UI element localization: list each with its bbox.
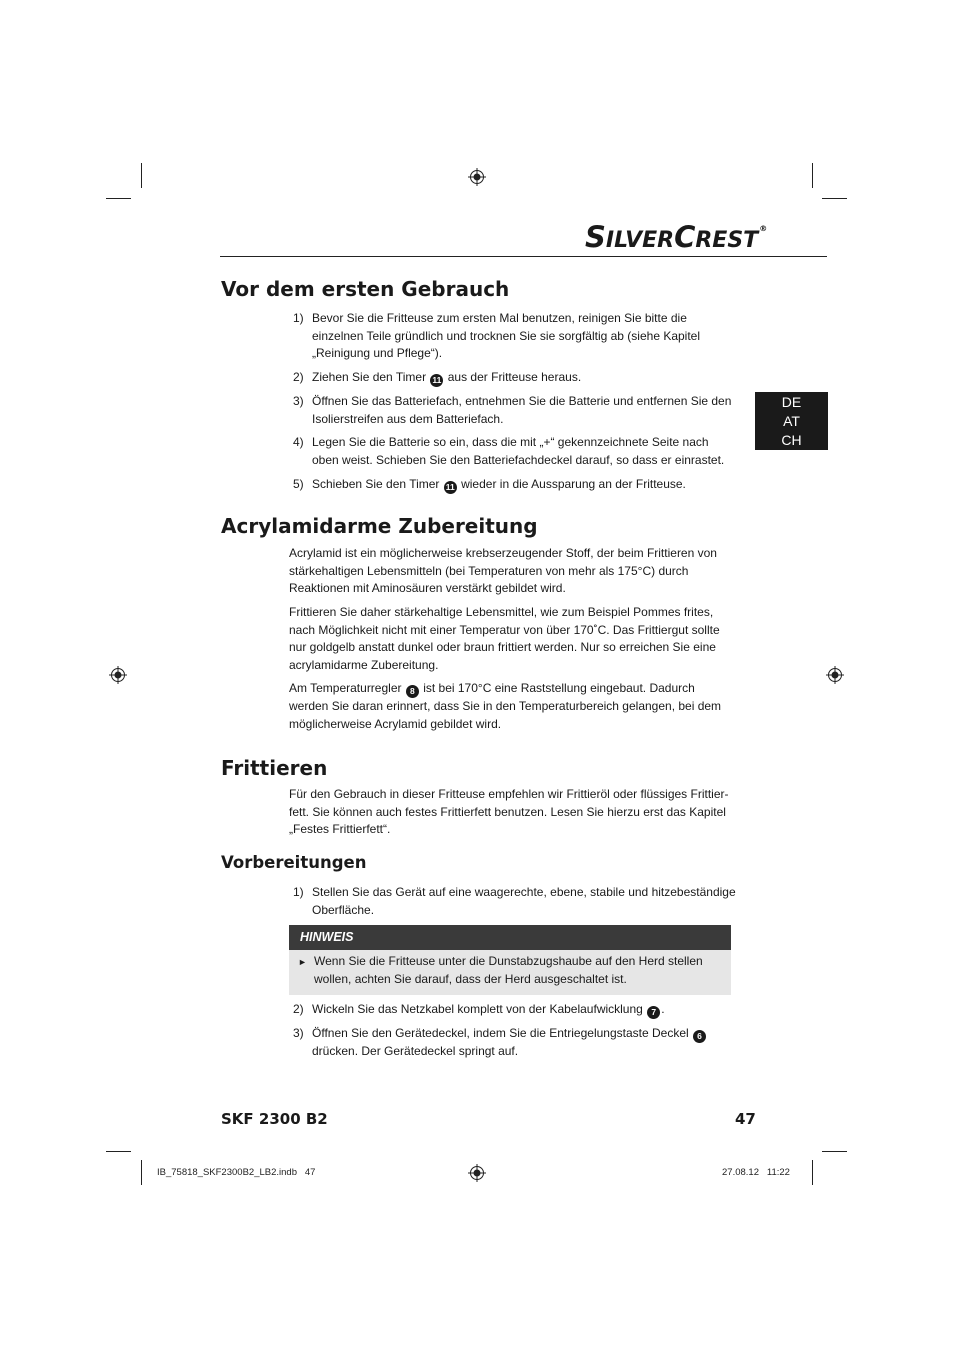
crop-mark	[822, 198, 847, 199]
crop-mark	[812, 1160, 813, 1185]
header-rule	[220, 256, 827, 257]
registration-mark-icon	[468, 1164, 486, 1182]
paragraph: Am Temperaturregler 8 ist bei 170°C eine Raststellung eingebaut. Dadurch werden Sie daran erinnert, dass Sie in den Temperaturbereich gelangen, bei dem möglicherweise Acrylamid gebildet wird.	[289, 681, 722, 731]
paragraph: Acrylamid ist ein möglicherweise krebserzeugender Stoff, der beim Frittieren von stärkehaltigen Lebensmitteln (bei Temperaturen von mehr als 175°C) durch Reaktionen mit Aminosäuren verstärkt gebildet wird.	[289, 546, 717, 595]
step-item: 1) Stellen Sie das Gerät auf eine waagerechte, ebene, stabile und hitzebeständige Oberfläche.	[293, 885, 736, 917]
language-at: AT	[783, 413, 800, 429]
registration-mark-icon	[468, 168, 486, 186]
note-body: ► Wenn Sie die Fritteuse unter die Dunstabzugshaube auf den Herd stellen wollen, achten Sie darauf, dass der Herd ausgeschaltet ist.	[289, 950, 731, 995]
step-item: 4) Legen Sie die Batterie so ein, dass die mit „+“ gekennzeichnete Seite nach oben weist. Schieben Sie den Batteriefachdeckel darauf, so dass er einrastet.	[293, 435, 725, 467]
crop-mark	[106, 198, 131, 199]
brand-logo: SILVERCREST®	[585, 220, 768, 254]
step-item: 3) Öffnen Sie den Gerätedeckel, indem Sie die Entriegelungstaste Deckel 6 drücken. Der Gerätedeckel springt auf.	[293, 1025, 738, 1061]
part-number-badge: 11	[445, 482, 455, 492]
footer-model: SKF 2300 B2	[221, 1110, 328, 1128]
part-number-badge: 11	[432, 375, 442, 385]
note-title: HINWEIS	[289, 925, 731, 950]
part-number-badge: 7	[647, 1006, 660, 1019]
part-number-badge: 8	[406, 685, 419, 698]
registration-mark-icon	[109, 666, 127, 684]
language-de: DE	[781, 394, 802, 410]
paragraph: Frittieren Sie daher stärkehaltige Lebensmittel, wie zum Beispiel Pommes frites, nach Möglichkeit nicht mit einer Temperatur von über 170˚C. Das Frittiergut sollte nur goldgelb anstatt dunkel oder braun frittiert werden. Nur so erreichen Sie eine acrylamidarme Zubereitung.	[289, 605, 720, 672]
step-item: 1) Bevor Sie die Fritteuse zum ersten Mal benutzen, reinigen Sie bitte die einzelnen Teile gründlich und trocknen Sie sie sorgfältig ab (siehe Kapitel „Reinigung und Pflege“).	[293, 311, 701, 360]
crop-mark	[141, 1160, 142, 1185]
step-item: 2) Wickeln Sie das Netzkabel komplett von der Kabelaufwicklung 7 .	[293, 1002, 665, 1017]
step-item: 3) Öffnen Sie das Batteriefach, entnehmen Sie die Batterie und entfernen Sie den Isolierstreifen aus dem Batteriefach.	[293, 394, 732, 426]
section-heading: Frittieren	[221, 756, 328, 780]
language-ch: CH	[781, 432, 802, 448]
crop-mark	[822, 1151, 847, 1152]
section-heading: Acrylamidarme Zubereitung	[221, 514, 538, 538]
registration-mark-icon	[826, 666, 844, 684]
crop-mark	[812, 163, 813, 188]
crop-mark	[141, 163, 142, 188]
print-slug-date: 27.08.12 11:22	[722, 1167, 790, 1178]
section-heading: Vor dem ersten Gebrauch	[221, 277, 510, 301]
crop-mark	[106, 1151, 131, 1152]
page-number: 47	[735, 1110, 756, 1128]
step-item: 5) Schieben Sie den Timer 11 wieder in die Aussparung an der Fritteuse.	[293, 477, 686, 492]
part-number-badge: 6	[693, 1030, 706, 1043]
subsection-heading: Vorbereitungen	[221, 853, 367, 872]
language-tab	[755, 392, 828, 450]
paragraph: Für den Gebrauch in dieser Fritteuse empfehlen wir Frittieröl oder flüssiges Frittier-fett. Sie können auch festes Frittierfett benutzen. Lesen Sie hierzu erst das Kapitel „Festes Frittierfett“.	[289, 787, 729, 836]
arrow-right-icon: ►	[298, 957, 307, 967]
step-item: 2) Ziehen Sie den Timer 11 aus der Fritteuse heraus.	[293, 370, 582, 385]
print-slug-file: IB_75818_SKF2300B2_LB2.indb 47	[157, 1167, 316, 1178]
